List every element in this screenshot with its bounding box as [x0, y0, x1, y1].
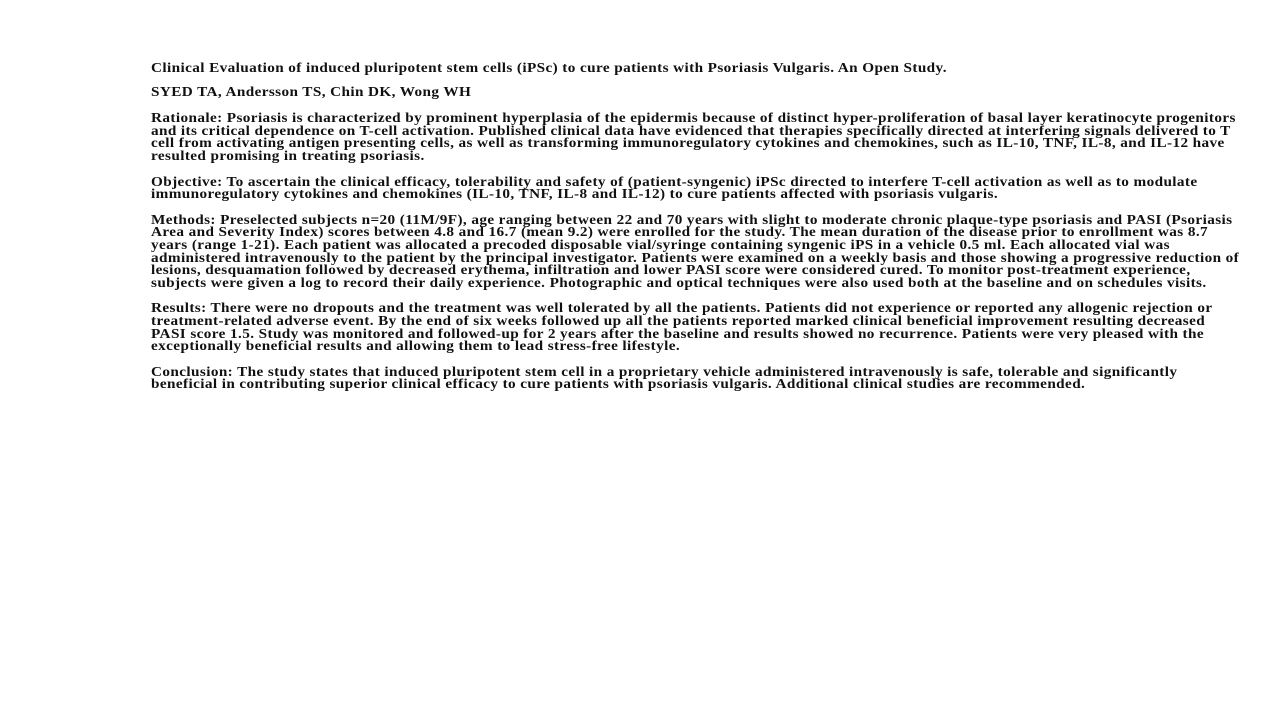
- author-list: SYED TA, Andersson TS, Chin DK, Wong WH: [151, 83, 472, 99]
- abstract-page: [151, 62, 1243, 404]
- rationale-paragraph: Rationale: Psoriasis is characterized by prominent hyperplasia of the epidermis because of distinct hyper-proliferation of basal layer keratinocyte progenitors and its critical dependence on T-cell activation. Published clinical data have evidenced that therapies specifically directed at interfering signals delivered to T cell from activating antigen presenting cells, as well as transforming immunoregulatory cytokines and chemokines, such as IL-10, TNF, IL-8, and IL-12 have resulted promising in treating psoriasis.: [151, 110, 1236, 163]
- results-paragraph: Results: There were no dropouts and the treatment was well tolerated by all the patients. Patients did not experience or reported any allogenic rejection or treatment-related adverse event. By the end of six weeks followed up all the patients reported marked clinical beneficial improvement resulting decreased PASI score 1.5. Study was monitored and followed-up for 2 years after the baseline and results showed no recurrence. Patients were very pleased with the exceptionally beneficial results and allowing them to lead stress-free lifestyle.: [151, 300, 1213, 354]
- conclusion-paragraph: Conclusion: The study states that induced pluripotent stem cell in a proprietary vehicle administered intravenously is safe, tolerable and significantly beneficial in contributing superior clinical efficacy to cure patients with psoriasis vulgaris. Additional clinical studies are recommended.: [151, 363, 1178, 392]
- objective-paragraph: Objective: To ascertain the clinical efficacy, tolerability and safety of (patient-syngenic) iPSc directed to interfere T-cell activation as well as to modulate immunoregulatory cytokines and chemokines (IL-10, TNF, IL-8 and IL-12) to cure patients affected with psoriasis vulgaris.: [151, 173, 1198, 202]
- abstract-title: Clinical Evaluation of induced pluripotent stem cells (iPSc) to cure patients with Psoriasis Vulgaris. An Open Study.: [151, 60, 947, 75]
- methods-paragraph: Methods: Preselected subjects n=20 (11M/9F), age ranging between 22 and 70 years with slight to moderate chronic plaque-type psoriasis and PASI (Psoriasis Area and Severity Index) scores between 4.8 and 16.7 (mean 9.2) were enrolled for the study. The mean duration of the disease prior to enrollment was 8.7 years (range 1-21). Each patient was allocated a precoded disposable vial/syringe containing syngenic iPS in a vehicle 0.5 ml. Each allocated vial was administered intravenously to the patient by the principal investigator. Patients were examined on a weekly basis and those showing a progressive reduction of lesions, desquamation followed by decreased erythema, infiltration and lower PASI score were considered cured. To monitor post-treatment experience, subjects were given a log to record their daily experience. Photographic and optical techniques were also used both at the baseline and on schedules visits.: [151, 211, 1240, 290]
